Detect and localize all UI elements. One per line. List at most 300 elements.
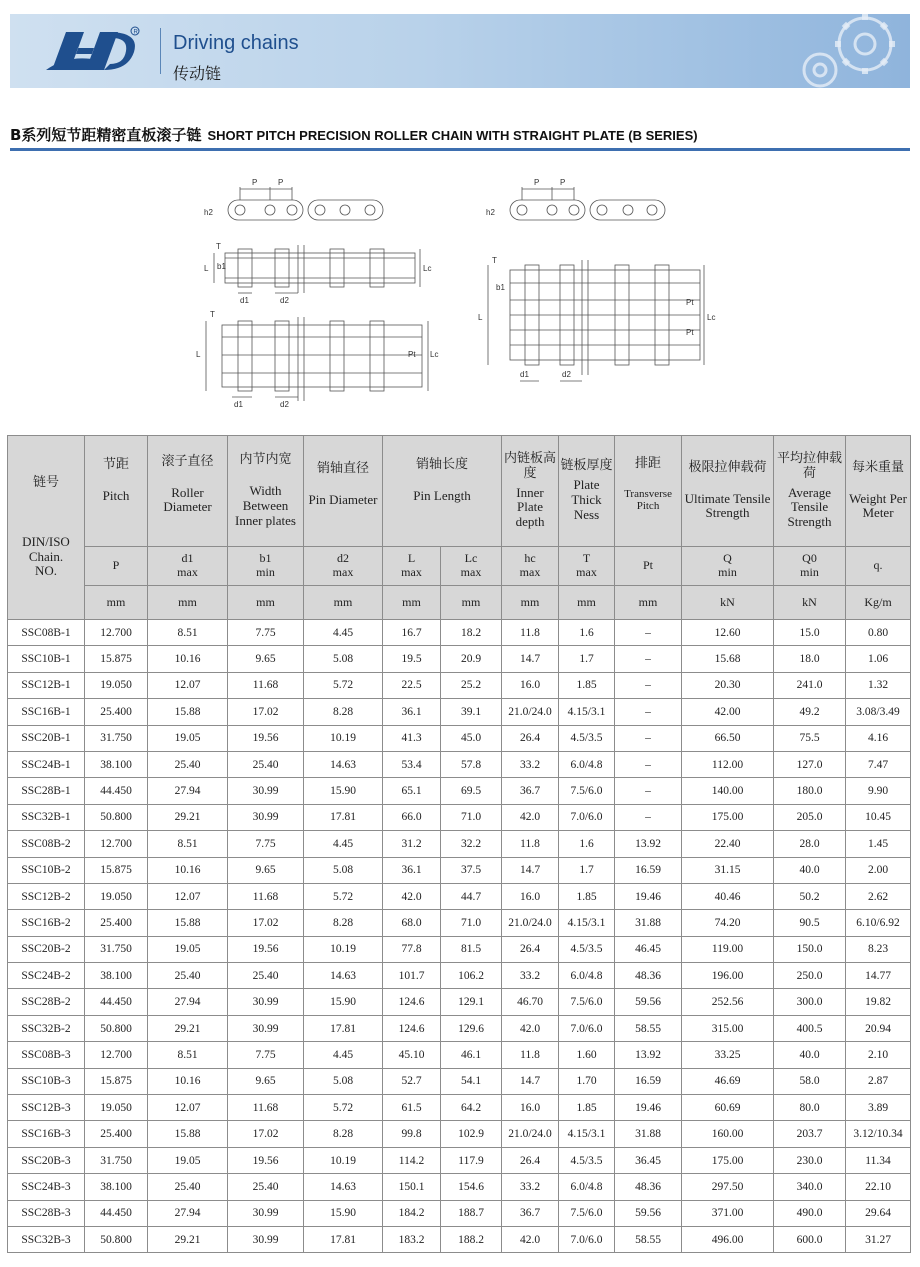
table-cell: 340.0 (774, 1174, 846, 1200)
table-cell: 17.02 (228, 910, 304, 936)
table-cell: 8.23 (846, 936, 911, 962)
brand-title-cn: 传动链 (173, 64, 222, 83)
table-cell: 6.0/4.8 (559, 751, 615, 777)
table-cell: 4.5/3.5 (559, 725, 615, 751)
table-cell: 19.050 (85, 672, 148, 698)
table-cell: 371.00 (682, 1200, 774, 1226)
table-cell: 22.40 (682, 831, 774, 857)
chain-number-cell: SSC12B-3 (8, 1095, 85, 1121)
table-cell: 19.05 (148, 1147, 228, 1173)
chain-number-cell: SSC32B-2 (8, 1015, 85, 1041)
table-cell: 15.90 (304, 1200, 383, 1226)
table-cell: 2.00 (846, 857, 911, 883)
table-cell: 13.92 (615, 831, 682, 857)
table-cell: 36.7 (502, 1200, 559, 1226)
table-cell: 27.94 (148, 1200, 228, 1226)
table-cell: 48.36 (615, 1174, 682, 1200)
table-cell: 1.6 (559, 620, 615, 646)
table-row (8, 1226, 911, 1252)
table-cell: 38.100 (85, 963, 148, 989)
table-cell: 25.40 (148, 1174, 228, 1200)
table-cell: 40.46 (682, 883, 774, 909)
table-cell: 25.40 (228, 751, 304, 777)
table-cell: 1.32 (846, 672, 911, 698)
table-cell: 26.4 (502, 936, 559, 962)
table-cell: 15.88 (148, 1121, 228, 1147)
table-cell: 66.50 (682, 725, 774, 751)
chain-number-cell: SSC28B-2 (8, 989, 85, 1015)
table-row (8, 1042, 911, 1068)
table-cell: 496.00 (682, 1226, 774, 1252)
table-cell: 19.56 (228, 725, 304, 751)
table-cell: 114.2 (383, 1147, 441, 1173)
table-cell: 31.88 (615, 910, 682, 936)
brand-title-en: Driving chains (173, 32, 299, 54)
table-cell: 16.59 (615, 857, 682, 883)
table-cell: – (615, 778, 682, 804)
table-cell: 297.50 (682, 1174, 774, 1200)
table-cell: 68.0 (383, 910, 441, 936)
diagram-label-d2c: d2 (562, 370, 571, 379)
table-cell: 205.0 (774, 804, 846, 830)
table-cell: 59.56 (615, 989, 682, 1015)
table-cell: 188.7 (441, 1200, 502, 1226)
table-cell: 315.00 (682, 1015, 774, 1041)
table-cell: 45.10 (383, 1042, 441, 1068)
table-cell: 20.9 (441, 646, 502, 672)
table-cell: 66.0 (383, 804, 441, 830)
table-cell: 44.450 (85, 1200, 148, 1226)
banner-divider (160, 28, 161, 74)
table-cell: 25.40 (228, 1174, 304, 1200)
table-cell: 90.5 (774, 910, 846, 936)
table-cell: 39.1 (441, 699, 502, 725)
table-cell: 5.72 (304, 672, 383, 698)
table-cell: 7.0/6.0 (559, 1015, 615, 1041)
table-cell: 6.0/4.8 (559, 963, 615, 989)
table-cell: 600.0 (774, 1226, 846, 1252)
header-width-inner: 内节内宽 Width Between Inner plates (228, 436, 304, 547)
table-cell: 11.8 (502, 620, 559, 646)
chain-number-cell: SSC20B-2 (8, 936, 85, 962)
table-cell: 9.90 (846, 778, 911, 804)
table-cell: 21.0/24.0 (502, 1121, 559, 1147)
table-cell: 15.90 (304, 989, 383, 1015)
table-cell: 60.69 (682, 1095, 774, 1121)
header-chain-no (8, 436, 85, 620)
table-cell: 14.63 (304, 1174, 383, 1200)
table-row (8, 831, 911, 857)
table-row (8, 620, 911, 646)
table-cell: 19.05 (148, 936, 228, 962)
table-cell: 77.8 (383, 936, 441, 962)
table-cell: 9.65 (228, 646, 304, 672)
table-cell: 42.00 (682, 699, 774, 725)
table-cell: 30.99 (228, 989, 304, 1015)
chain-number-cell: SSC10B-3 (8, 1068, 85, 1094)
table-row (8, 1121, 911, 1147)
header-chain-no-en1: DIN/ISO (22, 533, 70, 549)
table-cell: 30.99 (228, 778, 304, 804)
table-cell: 19.050 (85, 883, 148, 909)
table-row (8, 672, 911, 698)
table-cell: 8.28 (304, 699, 383, 725)
diagram-label-pt3: Pt (686, 328, 694, 337)
table-cell: 12.07 (148, 883, 228, 909)
table-cell: 1.7 (559, 857, 615, 883)
table-cell: 4.16 (846, 725, 911, 751)
table-cell: 10.19 (304, 1147, 383, 1173)
table-cell: 36.7 (502, 778, 559, 804)
table-cell: 15.875 (85, 646, 148, 672)
table-cell: 14.63 (304, 751, 383, 777)
table-cell: 127.0 (774, 751, 846, 777)
table-cell: 4.15/3.1 (559, 699, 615, 725)
table-row (8, 936, 911, 962)
chain-number-cell: SSC24B-1 (8, 751, 85, 777)
header-pitch: 节距 Pitch (85, 436, 148, 547)
table-cell: 42.0 (502, 1015, 559, 1041)
table-cell: 36.1 (383, 857, 441, 883)
table-cell: 25.40 (148, 751, 228, 777)
table-cell: 53.4 (383, 751, 441, 777)
spec-table-body (8, 620, 911, 1253)
table-cell: 175.00 (682, 804, 774, 830)
table-cell: 12.07 (148, 672, 228, 698)
table-cell: 69.5 (441, 778, 502, 804)
table-cell: 8.28 (304, 1121, 383, 1147)
table-cell: – (615, 751, 682, 777)
table-cell: 16.0 (502, 883, 559, 909)
table-cell: 124.6 (383, 1015, 441, 1041)
table-cell: 7.0/6.0 (559, 804, 615, 830)
table-cell: 30.99 (228, 1015, 304, 1041)
table-cell: 154.6 (441, 1174, 502, 1200)
table-cell: 175.00 (682, 1147, 774, 1173)
section-title-en: SHORT PITCH PRECISION ROLLER CHAIN WITH STRAIGHT PLATE (B SERIES) (207, 128, 698, 143)
chain-number-cell: SSC08B-1 (8, 620, 85, 646)
table-cell: 29.21 (148, 804, 228, 830)
table-row (8, 1068, 911, 1094)
table-cell: 8.51 (148, 1042, 228, 1068)
diagram-label-l3: L (478, 313, 483, 322)
table-cell: 65.1 (383, 778, 441, 804)
table-cell: 250.0 (774, 963, 846, 989)
table-cell: 106.2 (441, 963, 502, 989)
diagram-label-t1: T (216, 242, 221, 251)
table-cell: 31.88 (615, 1121, 682, 1147)
diagram-label-d1a: d1 (240, 296, 249, 305)
table-cell: 252.56 (682, 989, 774, 1015)
chain-number-cell: SSC28B-1 (8, 778, 85, 804)
table-cell: 150.1 (383, 1174, 441, 1200)
table-cell: 80.0 (774, 1095, 846, 1121)
diagram-label-t2: T (210, 310, 215, 319)
chain-number-cell: SSC24B-3 (8, 1174, 85, 1200)
table-cell: 112.00 (682, 751, 774, 777)
table-cell: 300.0 (774, 989, 846, 1015)
table-cell: 4.45 (304, 620, 383, 646)
table-cell: 50.800 (85, 1226, 148, 1252)
table-cell: 42.0 (502, 804, 559, 830)
table-cell: 25.40 (148, 963, 228, 989)
table-cell: 18.2 (441, 620, 502, 646)
header-ultimate-tensile: 极限拉伸载荷 Ultimate Tensile Strength (682, 436, 774, 547)
table-cell: 31.750 (85, 936, 148, 962)
section-title-cn: B系列短节距精密直板滚子链 (10, 126, 202, 144)
table-cell: 8.28 (304, 910, 383, 936)
table-cell: 11.68 (228, 1095, 304, 1121)
table-cell: 58.55 (615, 1226, 682, 1252)
table-cell: 7.5/6.0 (559, 1200, 615, 1226)
table-cell: 20.94 (846, 1015, 911, 1041)
table-cell: 101.7 (383, 963, 441, 989)
table-cell: 19.56 (228, 1147, 304, 1173)
table-cell: 31.15 (682, 857, 774, 883)
chain-number-cell: SSC32B-1 (8, 804, 85, 830)
table-cell: 15.68 (682, 646, 774, 672)
table-cell: 26.4 (502, 725, 559, 751)
table-cell: 7.5/6.0 (559, 778, 615, 804)
table-cell: 7.47 (846, 751, 911, 777)
table-cell: 11.8 (502, 831, 559, 857)
table-cell: 1.85 (559, 1095, 615, 1121)
table-cell: 27.94 (148, 778, 228, 804)
table-cell: 14.7 (502, 857, 559, 883)
table-cell: 188.2 (441, 1226, 502, 1252)
diagram-label-l1: L (204, 264, 209, 273)
table-cell: 16.0 (502, 672, 559, 698)
section-title (10, 124, 698, 145)
table-cell: 25.2 (441, 672, 502, 698)
table-row (8, 646, 911, 672)
table-cell: 50.800 (85, 804, 148, 830)
table-cell: 1.7 (559, 646, 615, 672)
table-row (8, 778, 911, 804)
table-cell: 119.00 (682, 936, 774, 962)
table-cell: 8.51 (148, 620, 228, 646)
table-cell: 30.99 (228, 1200, 304, 1226)
table-cell: 4.45 (304, 1042, 383, 1068)
table-cell: – (615, 699, 682, 725)
table-cell: 32.2 (441, 831, 502, 857)
chain-number-cell: SSC20B-3 (8, 1147, 85, 1173)
table-cell: 46.70 (502, 989, 559, 1015)
table-cell: 4.15/3.1 (559, 910, 615, 936)
table-cell: 36.45 (615, 1147, 682, 1173)
table-cell: 16.0 (502, 1095, 559, 1121)
table-cell: 46.1 (441, 1042, 502, 1068)
hd-logo-icon (38, 24, 143, 79)
table-cell: – (615, 725, 682, 751)
table-cell: 6.0/4.8 (559, 1174, 615, 1200)
table-cell: 25.400 (85, 699, 148, 725)
table-cell: 9.65 (228, 857, 304, 883)
table-cell: 3.08/3.49 (846, 699, 911, 725)
table-cell: 22.10 (846, 1174, 911, 1200)
table-cell: 10.45 (846, 804, 911, 830)
table-cell: 28.0 (774, 831, 846, 857)
table-row (8, 883, 911, 909)
table-cell: 1.60 (559, 1042, 615, 1068)
header-banner (10, 14, 910, 88)
table-cell: 5.08 (304, 857, 383, 883)
table-row (8, 699, 911, 725)
table-cell: 49.2 (774, 699, 846, 725)
table-cell: 3.89 (846, 1095, 911, 1121)
table-cell: 117.9 (441, 1147, 502, 1173)
table-cell: 29.64 (846, 1200, 911, 1226)
table-cell: 31.27 (846, 1226, 911, 1252)
table-cell: 11.68 (228, 883, 304, 909)
table-cell: 31.750 (85, 725, 148, 751)
table-cell: 21.0/24.0 (502, 699, 559, 725)
diagram-label-b1-b: b1 (496, 283, 505, 292)
table-cell: 3.12/10.34 (846, 1121, 911, 1147)
table-cell: 19.46 (615, 883, 682, 909)
table-cell: 2.87 (846, 1068, 911, 1094)
table-cell: 150.0 (774, 936, 846, 962)
table-cell: 19.46 (615, 1095, 682, 1121)
chain-number-cell: SSC16B-1 (8, 699, 85, 725)
table-cell: 4.5/3.5 (559, 936, 615, 962)
diagram-label-d1c: d1 (520, 370, 529, 379)
table-cell: 1.6 (559, 831, 615, 857)
gear-decoration-icon (780, 14, 910, 88)
table-cell: 7.5/6.0 (559, 989, 615, 1015)
table-cell: 99.8 (383, 1121, 441, 1147)
table-cell: 74.20 (682, 910, 774, 936)
table-cell: 160.00 (682, 1121, 774, 1147)
diagram-label-d2b: d2 (280, 400, 289, 409)
table-cell: 15.875 (85, 1068, 148, 1094)
diagram-label-pt1: Pt (408, 350, 416, 359)
table-cell: 40.0 (774, 1042, 846, 1068)
table-cell: 8.51 (148, 831, 228, 857)
chain-number-cell: SSC10B-2 (8, 857, 85, 883)
table-cell: 400.5 (774, 1015, 846, 1041)
table-cell: 33.2 (502, 751, 559, 777)
table-cell: 17.81 (304, 804, 383, 830)
table-cell: 6.10/6.92 (846, 910, 911, 936)
table-cell: 15.88 (148, 699, 228, 725)
table-cell: 10.19 (304, 936, 383, 962)
table-cell: 71.0 (441, 804, 502, 830)
table-cell: 46.45 (615, 936, 682, 962)
table-cell: 19.82 (846, 989, 911, 1015)
table-cell: 42.0 (383, 883, 441, 909)
table-cell: 14.63 (304, 963, 383, 989)
header-average-tensile: 平均拉伸载荷 Average Tensile Strength (774, 436, 846, 547)
table-cell: 5.72 (304, 883, 383, 909)
table-cell: 54.1 (441, 1068, 502, 1094)
table-cell: 27.94 (148, 989, 228, 1015)
header-chain-no-en3: NO. (34, 563, 58, 579)
table-cell: 19.5 (383, 646, 441, 672)
chain-number-cell: SSC10B-1 (8, 646, 85, 672)
diagram-label-h2-b: h2 (486, 208, 495, 217)
table-cell: 25.40 (228, 963, 304, 989)
table-cell: 7.75 (228, 1042, 304, 1068)
table-cell: 14.7 (502, 1068, 559, 1094)
table-cell: 38.100 (85, 751, 148, 777)
diagram-label-p4: P (560, 178, 566, 187)
table-row (8, 1147, 911, 1173)
table-cell: 31.750 (85, 1147, 148, 1173)
table-cell: 31.2 (383, 831, 441, 857)
table-cell: 33.25 (682, 1042, 774, 1068)
table-cell: 71.0 (441, 910, 502, 936)
chain-number-cell: SSC08B-2 (8, 831, 85, 857)
table-cell: 33.2 (502, 963, 559, 989)
table-cell: 5.72 (304, 1095, 383, 1121)
table-cell: 17.02 (228, 1121, 304, 1147)
table-cell: 180.0 (774, 778, 846, 804)
table-cell: 9.65 (228, 1068, 304, 1094)
table-cell: – (615, 804, 682, 830)
table-cell: 4.45 (304, 831, 383, 857)
table-cell: 14.77 (846, 963, 911, 989)
table-cell: 41.3 (383, 725, 441, 751)
chain-diagrams (180, 165, 720, 410)
table-cell: 50.800 (85, 1015, 148, 1041)
table-cell: 4.15/3.1 (559, 1121, 615, 1147)
table-cell: 203.7 (774, 1121, 846, 1147)
table-cell: 2.10 (846, 1042, 911, 1068)
table-row (8, 857, 911, 883)
table-cell: 64.2 (441, 1095, 502, 1121)
diagram-label-p2: P (278, 178, 284, 187)
header-inner-plate-depth: 内链板高度 Inner Plate depth (502, 436, 559, 547)
table-cell: 0.80 (846, 620, 911, 646)
table-cell: 15.875 (85, 857, 148, 883)
table-cell: 25.400 (85, 910, 148, 936)
table-cell: 17.81 (304, 1015, 383, 1041)
header-plate-thickness: 链板厚度 Plate Thick Ness (559, 436, 615, 547)
header-weight-per-meter: 每米重量 Weight Per Meter (846, 436, 911, 547)
diagram-label-lc1: Lc (423, 264, 432, 273)
table-cell: 44.7 (441, 883, 502, 909)
table-cell: 17.81 (304, 1226, 383, 1252)
header-symbol-row: P d1 max b1 min d2 max L max Lc max hc max T max Pt Q min Q0 min q. (8, 547, 911, 586)
diagram-label-d1b: d1 (234, 400, 243, 409)
table-cell: 183.2 (383, 1226, 441, 1252)
table-row (8, 1200, 911, 1226)
table-cell: 18.0 (774, 646, 846, 672)
chain-number-cell: SSC20B-1 (8, 725, 85, 751)
table-cell: 19.050 (85, 1095, 148, 1121)
table-cell: 30.99 (228, 1226, 304, 1252)
header-chain-no-en2: Chain. (28, 548, 64, 564)
table-cell: 5.08 (304, 646, 383, 672)
svg-text:R: R (133, 29, 138, 36)
table-cell: 38.100 (85, 1174, 148, 1200)
table-cell: 12.700 (85, 831, 148, 857)
table-cell: 44.450 (85, 989, 148, 1015)
table-cell: 1.85 (559, 883, 615, 909)
table-cell: 36.1 (383, 699, 441, 725)
table-cell: 58.55 (615, 1015, 682, 1041)
table-cell: 129.6 (441, 1015, 502, 1041)
table-row (8, 751, 911, 777)
table-cell: 44.450 (85, 778, 148, 804)
diagram-label-lc2: Lc (430, 350, 439, 359)
diagram-label-p1: P (252, 178, 258, 187)
table-cell: 124.6 (383, 989, 441, 1015)
table-cell: 25.400 (85, 1121, 148, 1147)
diagram-label-b1: b1 (217, 262, 226, 271)
table-cell: 2.62 (846, 883, 911, 909)
